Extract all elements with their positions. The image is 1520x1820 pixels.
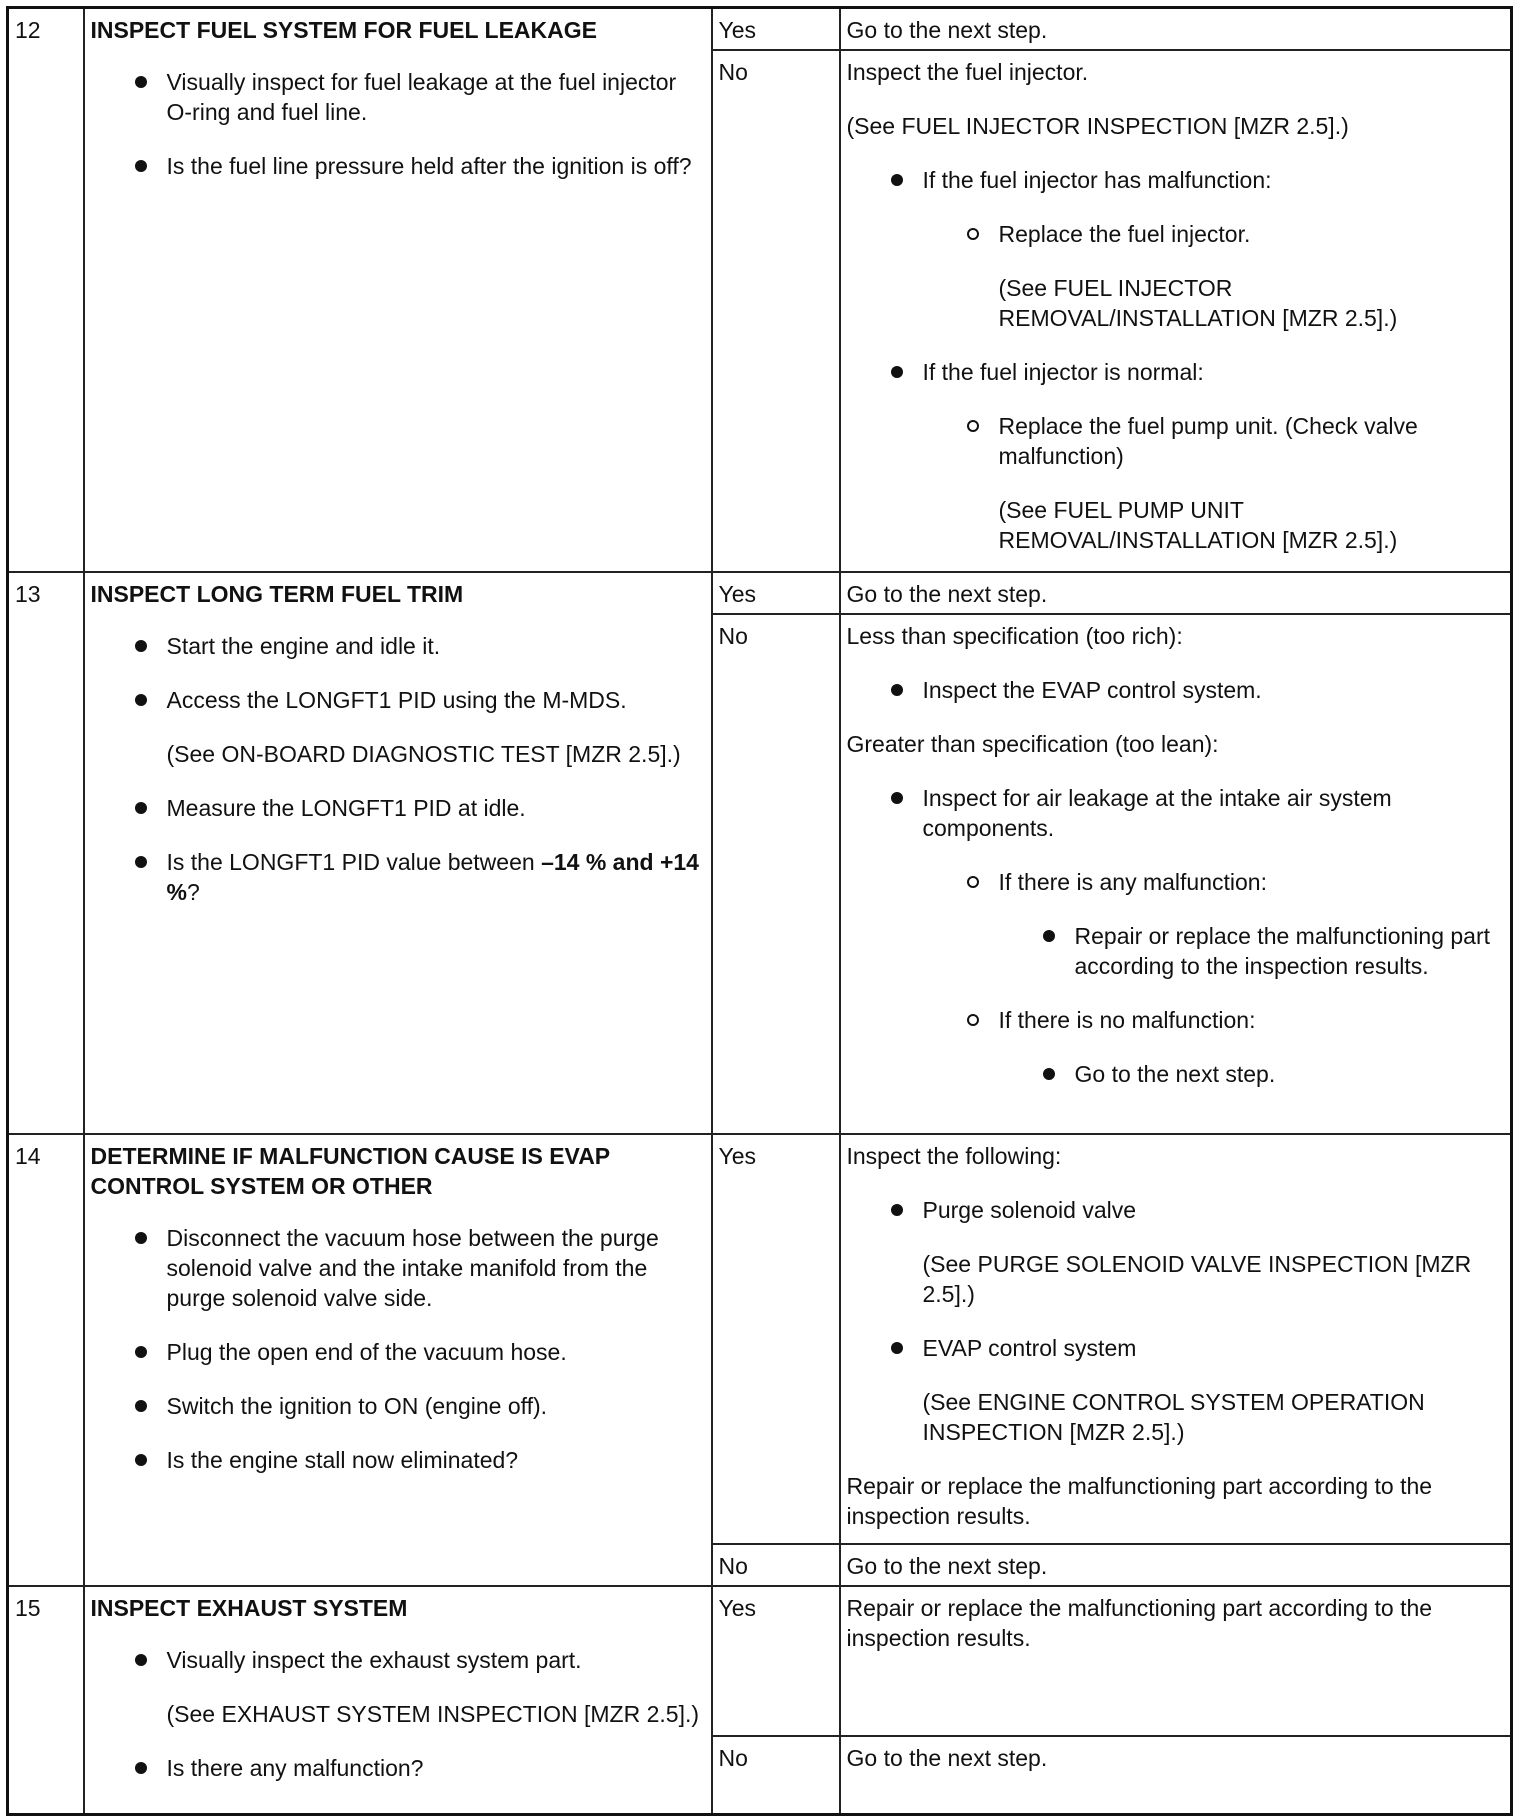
step-number: 13 — [8, 572, 84, 1134]
result-yes: Yes — [712, 572, 840, 614]
step-inspection-cell — [84, 8, 712, 573]
action-reference: (See ENGINE CONTROL SYSTEM OPERATION INSPECTION [MZR 2.5].) — [922, 1389, 1425, 1445]
action-bullet: If the fuel injector has malfunction: Replace the fuel injector. (See FUEL INJECTOR REMOVAL/INSTALLATION [MZR 2.5].) — [847, 165, 1505, 333]
inspection-bullet: Is the LONGFT1 PID value between –14 % and +14 %? — [91, 847, 705, 907]
action-reference: (See FUEL INJECTOR REMOVAL/INSTALLATION [MZR 2.5].) — [998, 275, 1398, 331]
inspection-bullet: Is the fuel line pressure held after the ignition is off? — [91, 151, 705, 181]
inspection-bullet: Measure the LONGFT1 PID at idle. — [91, 793, 705, 823]
inspection-bullet: Visually inspect the exhaust system part. (See EXHAUST SYSTEM INSPECTION [MZR 2.5].) — [91, 1645, 705, 1729]
result-yes: Yes — [712, 1134, 840, 1544]
step-title: INSPECT LONG TERM FUEL TRIM — [90, 581, 464, 607]
action-sub-bullet: Replace the fuel injector. (See FUEL INJECTOR REMOVAL/INSTALLATION [MZR 2.5].) — [923, 219, 1505, 333]
step-12-yes-row — [8, 8, 1512, 51]
action-text: Less than specification (too rich): — [846, 623, 1183, 649]
step-inspection-cell — [84, 572, 712, 1134]
step-inspection-cell — [84, 1586, 712, 1815]
result-no: No — [712, 1544, 840, 1586]
result-no: No — [712, 1736, 840, 1815]
step-title: DETERMINE IF MALFUNCTION CAUSE IS EVAP CONTROL SYSTEM OR OTHER — [90, 1143, 610, 1199]
action-bullet: Inspect for air leakage at the intake air system components. If there is any malfunction: Repair or replace the malfunctioning part according to the inspection results. If there is no malfunction: Go to the next step. — [847, 783, 1505, 1089]
action-text: Greater than specification (too lean): — [846, 731, 1219, 757]
action-sub-bullet: Replace the fuel pump unit. (Check valve malfunction) (See FUEL PUMP UNIT REMOVAL/INSTALLATION [MZR 2.5].) — [923, 411, 1505, 555]
step-number: 12 — [8, 8, 84, 573]
step-inspection-cell — [84, 1134, 712, 1586]
action-sub-sub-bullet: Repair or replace the malfunctioning part according to the inspection results. — [999, 921, 1505, 981]
step-number: 15 — [8, 1586, 84, 1815]
step-title: INSPECT FUEL SYSTEM FOR FUEL LEAKAGE — [90, 17, 597, 43]
inspection-bullet: Plug the open end of the vacuum hose. — [91, 1337, 705, 1367]
inspection-bullet: Visually inspect for fuel leakage at the fuel injector O-ring and fuel line. — [91, 67, 705, 127]
step-14-yes-row — [8, 1134, 1512, 1544]
action-yes — [840, 1134, 1512, 1544]
action-yes: Go to the next step. — [840, 572, 1512, 614]
action-yes: Repair or replace the malfunctioning part according to the inspection results. — [840, 1586, 1512, 1736]
step-number: 14 — [8, 1134, 84, 1586]
result-no: No — [712, 614, 840, 1134]
action-sub-bullet: If there is no malfunction: Go to the next step. — [923, 1005, 1505, 1089]
inspection-bullet: Access the LONGFT1 PID using the M-MDS. (See ON-BOARD DIAGNOSTIC TEST [MZR 2.5].) — [91, 685, 705, 769]
inspection-reference: (See ON-BOARD DIAGNOSTIC TEST [MZR 2.5].) — [166, 741, 681, 767]
action-yes: Go to the next step. — [840, 8, 1512, 51]
inspection-bullet: Disconnect the vacuum hose between the purge solenoid valve and the intake manifold from the purge solenoid valve side. — [91, 1223, 705, 1313]
action-bullet: If the fuel injector is normal: Replace the fuel pump unit. (Check valve malfunction) (See FUEL PUMP UNIT REMOVAL/INSTALLATION [MZR 2.5].) — [847, 357, 1505, 555]
action-no: Go to the next step. — [840, 1544, 1512, 1586]
inspection-bullet: Start the engine and idle it. — [91, 631, 705, 661]
step-13-yes-row — [8, 572, 1512, 614]
result-yes: Yes — [712, 8, 840, 51]
action-sub-bullet: If there is any malfunction: Repair or replace the malfunctioning part according to the inspection results. — [923, 867, 1505, 981]
result-yes: Yes — [712, 1586, 840, 1736]
inspection-reference: (See EXHAUST SYSTEM INSPECTION [MZR 2.5].) — [166, 1701, 700, 1727]
action-no — [840, 614, 1512, 1134]
inspection-bullet: Is there any malfunction? — [91, 1753, 705, 1783]
action-reference: (See PURGE SOLENOID VALVE INSPECTION [MZR 2.5].) — [922, 1251, 1472, 1307]
result-no: No — [712, 50, 840, 572]
action-reference: (See FUEL PUMP UNIT REMOVAL/INSTALLATION [MZR 2.5].) — [998, 497, 1398, 553]
inspection-bullet: Switch the ignition to ON (engine off). — [91, 1391, 705, 1421]
action-sub-sub-bullet: Go to the next step. — [999, 1059, 1505, 1089]
step-title: INSPECT EXHAUST SYSTEM — [90, 1595, 408, 1621]
action-bullet: EVAP control system (See ENGINE CONTROL SYSTEM OPERATION INSPECTION [MZR 2.5].) — [847, 1333, 1505, 1447]
action-no — [840, 50, 1512, 572]
action-no: Go to the next step. — [840, 1736, 1512, 1815]
action-text: Inspect the following: — [846, 1143, 1062, 1169]
action-text: Repair or replace the malfunctioning part according to the inspection results. — [846, 1473, 1433, 1529]
action-text: Inspect the fuel injector. — [846, 59, 1089, 85]
action-bullet: Purge solenoid valve (See PURGE SOLENOID VALVE INSPECTION [MZR 2.5].) — [847, 1195, 1505, 1309]
diagnostic-table — [6, 6, 1513, 1816]
inspection-bullet: Is the engine stall now eliminated? — [91, 1445, 705, 1475]
action-reference: (See FUEL INJECTOR INSPECTION [MZR 2.5].) — [846, 113, 1349, 139]
action-bullet: Inspect the EVAP control system. — [847, 675, 1505, 705]
step-15-yes-row — [8, 1586, 1512, 1736]
